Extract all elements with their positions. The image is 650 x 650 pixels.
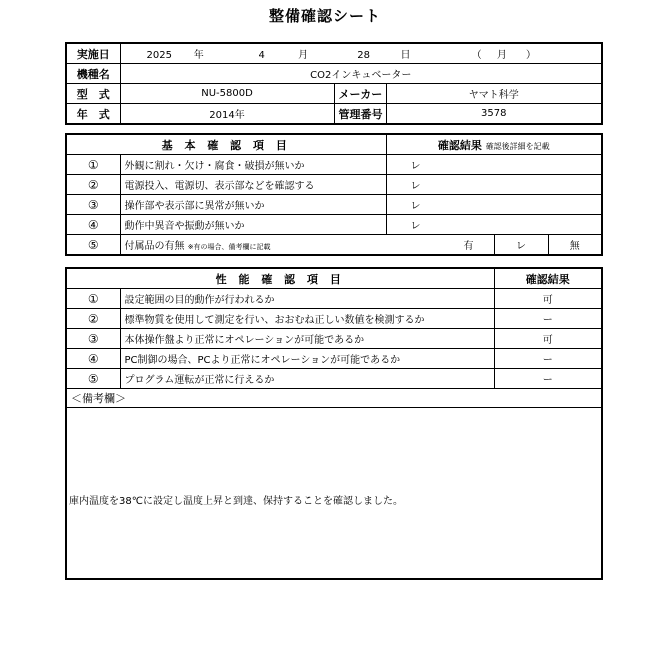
remarks-box [66, 408, 602, 580]
accessories-mark: レ [494, 235, 548, 256]
mgmt-number-value: 3578 [386, 104, 602, 125]
accessories-yes: 有 [463, 241, 474, 252]
table-row [66, 155, 602, 175]
check-result: レ [386, 215, 602, 235]
weekday: 月 [496, 50, 507, 61]
year-row [66, 104, 602, 125]
check-result: 可 [494, 329, 602, 349]
table-row [66, 289, 602, 309]
basic-result-header-label: 確認結果 [437, 138, 482, 152]
row-number: ① [66, 289, 120, 309]
type-label: 型 式 [66, 84, 120, 104]
weekday-close: ） [526, 50, 536, 61]
row-number: ④ [66, 215, 120, 235]
accessories-label: 付属品の有無 [124, 241, 185, 252]
table-row [66, 215, 602, 235]
date-month-unit: 月 [298, 50, 309, 61]
performance-check-table [65, 267, 603, 580]
row-number: ① [66, 155, 120, 175]
row-number: ③ [66, 329, 120, 349]
weekday-open: （ [471, 50, 482, 61]
check-item-text [120, 235, 494, 256]
table-row [66, 235, 602, 256]
basic-result-header [386, 134, 602, 155]
row-number: ⑤ [66, 235, 120, 256]
table-row [66, 195, 602, 215]
date-day: 28 [357, 50, 370, 61]
row-number: ④ [66, 349, 120, 369]
check-item-text: 標準物質を使用して測定を行い、おおむね正しい数値を検測するか [120, 309, 494, 329]
date-value [120, 43, 602, 64]
mgmt-number-label: 管理番号 [334, 104, 386, 125]
remarks-body-row [66, 408, 602, 580]
check-result: レ [386, 195, 602, 215]
check-result: 可 [494, 289, 602, 309]
table-row [66, 329, 602, 349]
check-item-text: 動作中異音や振動が無いか [120, 215, 386, 235]
basic-check-table [65, 133, 603, 256]
basic-result-note: 確認後詳細を記載 [485, 141, 550, 151]
check-item-text: PC制御の場合、PCより正常にオペレーションが可能であるか [120, 349, 494, 369]
sheet-title: 整備確認シート [268, 7, 381, 25]
perf-header-row [66, 268, 602, 289]
maker-label: メーカー [334, 84, 386, 104]
perf-check-header: 性 能 確 認 項 目 [66, 268, 494, 289]
table-row [66, 309, 602, 329]
check-result: レ [386, 155, 602, 175]
remarks-header-row [66, 389, 602, 408]
year-made-label: 年 式 [66, 104, 120, 125]
remarks-header: ＜備考欄＞ [66, 389, 602, 408]
date-day-unit: 日 [400, 50, 411, 61]
row-number: ② [66, 175, 120, 195]
check-result: ー [494, 309, 602, 329]
row-number: ③ [66, 195, 120, 215]
year-made-value: 2014年 [120, 104, 334, 125]
maker-value: ヤマト科学 [386, 84, 602, 104]
table-row [66, 175, 602, 195]
check-item-text: 操作部や表示部に異常が無いか [120, 195, 386, 215]
date-label: 実施日 [66, 43, 120, 64]
check-item-text: 本体操作盤より正常にオペレーションが可能であるか [120, 329, 494, 349]
row-number: ⑤ [66, 369, 120, 389]
date-month: 4 [258, 50, 265, 61]
type-row [66, 84, 602, 104]
date-year: 2025 [146, 50, 172, 61]
model-name-label: 機種名 [66, 64, 120, 84]
date-row [66, 43, 602, 64]
model-name-value: CO2インキュベーター [120, 64, 602, 84]
check-result: レ [386, 175, 602, 195]
table-row [66, 369, 602, 389]
check-item-text: 外観に割れ・欠け・腐食・破損が無いか [120, 155, 386, 175]
date-year-unit: 年 [193, 50, 204, 61]
basic-header-row [66, 134, 602, 155]
model-name-row [66, 64, 602, 84]
row-number: ② [66, 309, 120, 329]
check-item-text: 設定範囲の目的動作が行われるか [120, 289, 494, 309]
check-result: ー [494, 349, 602, 369]
accessories-no: 無 [548, 235, 602, 256]
remarks-text: 庫内温度を38℃に設定し温度上昇と到達、保持することを確認しました。 [69, 496, 403, 507]
check-item-text: 電源投入、電源切、表示部などを確認する [120, 175, 386, 195]
equipment-info-table [65, 42, 603, 125]
check-result: ー [494, 369, 602, 389]
basic-check-header: 基 本 確 認 項 目 [66, 134, 386, 155]
check-item-text: プログラム運転が正常に行えるか [120, 369, 494, 389]
perf-result-header: 確認結果 [494, 268, 602, 289]
type-value: NU-5800D [120, 84, 334, 104]
accessories-note: ※有の場合、備考欄に記載 [187, 243, 271, 251]
table-row [66, 349, 602, 369]
